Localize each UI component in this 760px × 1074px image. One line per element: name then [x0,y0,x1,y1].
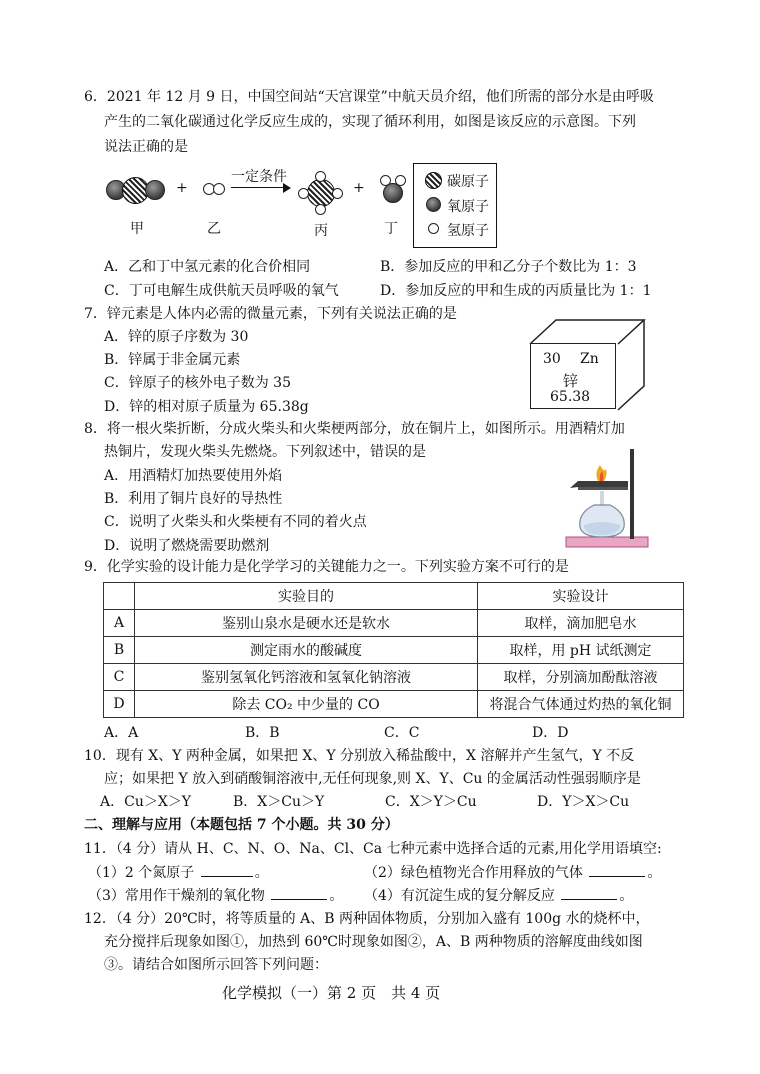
experiment-table [103,582,684,718]
label-ding: 丁 [384,221,398,237]
q8-option-b: B．利用了铜片良好的导热性 [104,491,283,507]
oxygen-atom-icon [145,180,165,200]
atom-legend [413,163,497,248]
hydrogen-atom-icon [380,175,391,186]
q10-option-b: B．X＞Cu＞Y [233,794,325,810]
q10-line1: 10．现有 X、Y 两种金属，如果把 X、Y 分别放入稀盐酸中，X 溶解并产生氢气，Y 不反 [84,748,635,764]
element-card-front [530,343,616,409]
table-cell: 鉴别氢氧化钙溶液和氢氧化钠溶液 [135,664,478,691]
atomic-number: 30 [543,351,561,367]
legend-carbon: 碳原子 [447,174,489,190]
label-bing: 丙 [314,223,328,239]
q6-option-a: A．乙和丁中氢元素的化合价相同 [104,259,311,275]
q6-option-d: D．参加反应的甲和生成的丙质量比为 1：1 [380,283,652,299]
q11-stem: 11．（4 分）请从 H、C、N、O、Na、Cl、Ca 七种元素中选择合适的元素,用化学用语填空: [84,841,662,857]
answer-blank[interactable] [561,886,617,900]
q7-option-b: B．锌属于非金属元素 [104,352,241,368]
q11-part4-text: （4）有沉淀生成的复分解反应 [364,888,555,904]
carbon-atom-icon [425,172,442,189]
q7-option-d: D．锌的相对原子质量为 65.38g [104,399,309,415]
q9-option-a: A．A [104,725,139,741]
period: 。 [254,865,269,881]
answer-blank[interactable] [589,863,645,877]
q10-option-a: A．Cu＞X＞Y [100,794,192,810]
q9-stem: 9．化学实验的设计能力是化学学习的关键能力之一。下列实验方案不可行的是 [84,559,569,575]
q7-option-a: A．锌的原子序数为 30 [104,329,249,345]
q6-line2: 产生的二氧化碳通过化学反应生成的，实现了循环利用，如图是该反应的示意图。下列 [104,114,636,130]
period: 。 [647,865,662,881]
q8-option-a: A．用酒精灯加热要使用外焰 [104,468,283,484]
table-cell: 鉴别山泉水是硬水还是软水 [135,610,478,637]
q6-option-c: C．丁可电解生成供航天员呼吸的氧气 [104,283,339,299]
q11-part1 [88,863,269,882]
table-cell: D [104,691,135,718]
table-cell: 将混合气体通过灼热的氧化铜 [478,691,684,718]
oxygen-atom-icon [383,183,403,203]
reaction-condition: 一定条件 [231,169,287,185]
table-header-row [104,583,684,610]
q6-line3: 说法正确的是 [104,139,188,155]
table-header-cell [104,583,135,610]
q9-option-d: D．D [532,725,569,741]
q10-option-d: D．Y＞X＞Cu [537,794,630,810]
q6-option-b: B．参加反应的甲和乙分子个数比为 1：3 [380,259,637,275]
q9-option-b: B．B [245,725,280,741]
hydrogen-atom-icon [315,171,326,182]
q11-part2-text: （2）绿色植物光合作用释放的气体 [364,865,583,881]
q12-line3: ③。请结合如图所示回答下列问题： [104,957,328,973]
period: 。 [329,888,344,904]
q11-part3-text: （3）常用作干燥剂的氧化物 [88,888,265,904]
page-footer: 化学模拟（一）第 2 页 共 4 页 [222,984,441,1002]
plus-sign: + [176,180,188,196]
table-cell: 取样，分别滴加酚酞溶液 [478,664,684,691]
table-cell: 测定雨水的酸碱度 [135,637,478,664]
alcohol-lamp-apparatus-icon [560,443,660,553]
q8-option-c: C．说明了火柴头和火柴梗有不同的着火点 [104,514,367,530]
q10-option-c: C．X＞Y＞Cu [385,794,477,810]
table-cell: 取样，滴加肥皂水 [478,610,684,637]
period: 。 [619,888,634,904]
legend-oxygen: 氧原子 [447,199,489,215]
q6-line1: 6．2021 年 12 月 9 日，中国空间站“天宫课堂”中航天员介绍，他们所需的部分水是由呼吸 [84,89,654,105]
plus-sign: + [353,180,365,196]
hydrogen-atom-icon [213,183,225,195]
table-cell: B [104,637,135,664]
element-name: 锌 [563,372,579,390]
arrow-head-icon [283,183,291,193]
label-yi: 乙 [207,221,221,237]
q12-line2: 充分搅拌后现象如图①，加热到 60℃时现象如图②，A、B 两种物质的溶解度曲线如图 [104,934,643,950]
label-jia: 甲 [130,221,144,237]
q8-line2: 热铜片，发现火柴头先燃烧。下列叙述中，错误的是 [104,444,426,460]
atomic-mass: 65.38 [550,389,591,405]
table-row [104,664,684,691]
q7-stem: 7．锌元素是人体内必需的微量元素，下列有关说法正确的是 [84,306,457,322]
table-row [104,610,684,637]
q8-line1: 8．将一根火柴折断，分成火柴头和火柴梗两部分，放在铜片上，如图所示。用酒精灯加 [84,421,625,437]
legend-hydrogen: 氢原子 [447,223,489,239]
hydrogen-atom-icon [395,175,406,186]
table-row [104,691,684,718]
table-cell: A [104,610,135,637]
table-cell: 除去 CO₂ 中少量的 CO [135,691,478,718]
element-symbol: Zn [580,351,599,367]
hydrogen-atom-icon [332,188,343,199]
oxygen-atom-icon [426,197,441,212]
q7-option-c: C．锌原子的核外电子数为 35 [104,375,291,391]
hydrogen-atom-icon [315,204,326,215]
arrow-line [231,187,285,188]
q8-option-d: D．说明了燃烧需要助燃剂 [104,538,270,554]
table-header-cell: 实验设计 [478,583,684,610]
q11-part3 [88,886,343,905]
q10-line2: 应；如果把 Y 放入到硝酸铜溶液中,无任何现象,则 X、Y、Cu 的金属活动性强弱顺序是 [104,771,641,787]
hydrogen-atom-icon [428,223,439,234]
hydrogen-atom-icon [298,188,309,199]
carbon-atom-icon [307,179,335,207]
table-header-cell: 实验目的 [135,583,478,610]
q11-part1-text: （1）2 个氮原子 [88,865,195,881]
table-row [104,637,684,664]
table-cell: 取样，用 pH 试纸测定 [478,637,684,664]
q11-part2 [364,863,661,882]
table-cell: C [104,664,135,691]
q9-option-c: C．C [384,725,420,741]
q12-line1: 12．（4 分）20℃时，将等质量的 A、B 两种固体物质，分别加入盛有 100g 水的烧杯中， [84,911,650,927]
answer-blank[interactable] [271,886,327,900]
q11-part4 [364,886,633,905]
section-heading: 二、理解与应用（本题包括 7 个小题。共 30 分） [84,817,399,833]
answer-blank[interactable] [201,863,253,877]
